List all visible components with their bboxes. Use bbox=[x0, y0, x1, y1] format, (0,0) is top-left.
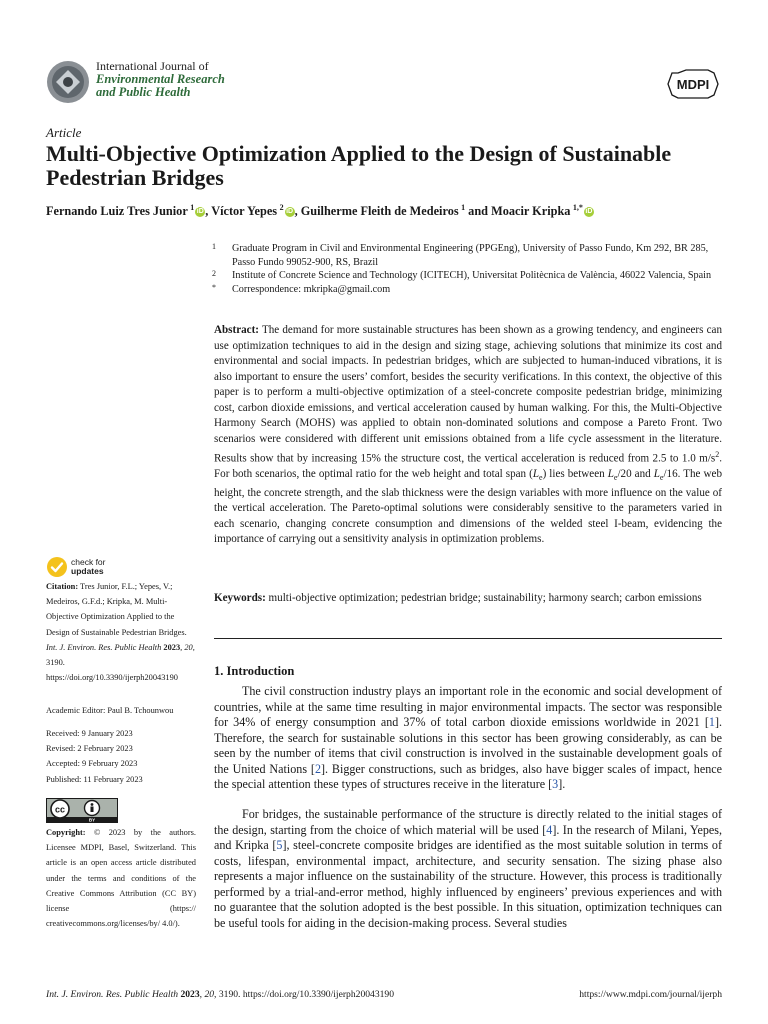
date-received: Received: 9 January 2023 bbox=[46, 729, 133, 738]
abstract bbox=[214, 323, 722, 548]
affiliation-mark: 2 bbox=[212, 269, 216, 278]
author-name[interactable]: Guilherme Fleith de Medeiros bbox=[300, 204, 459, 219]
citation-link[interactable]: 4 bbox=[546, 822, 553, 837]
paragraph-text: The civil construction industry plays an important role in the economic and social development of countries, while at the same time resulting in major environmental impacts. The sector was responsible for 34% of energy consumption and 37% of total carbon dioxide emissions worldwide in 2021 [ bbox=[214, 684, 722, 730]
abstract-label: Abstract: bbox=[214, 324, 259, 336]
date-revised: Revised: 2 February 2023 bbox=[46, 744, 133, 754]
abstract-superscript: 2 bbox=[715, 450, 720, 459]
author-affil-mark: 2 bbox=[279, 203, 284, 212]
cc-label: BY bbox=[88, 817, 96, 823]
paragraph-text: ]. Therefore, the search for sustainable solutions in this sector has been growing considerably, as can be seen by the number of items that civil construction is involved in the sustainable development goals of the United Nations [ bbox=[214, 715, 722, 776]
citation-year: 2023 bbox=[161, 642, 181, 652]
copyright-block bbox=[46, 825, 196, 931]
citation-link[interactable]: 3 bbox=[552, 777, 559, 792]
paragraph-text: ]. Bigger constructions, such as bridges, also have bigger scales of impact, hence the special attention these types of structures receive in the literature [ bbox=[214, 761, 722, 792]
footer-journal: Int. J. Environ. Res. Public Health bbox=[46, 989, 179, 1000]
section-divider bbox=[214, 638, 722, 639]
keywords-label: Keywords: bbox=[214, 592, 266, 604]
journal-name-line1: International Journal of bbox=[96, 59, 209, 73]
paragraph-text: For bridges, the sustainable performance of the structure is directly related to the initial stages of the design, starting from the choice of which material will be used [ bbox=[214, 807, 722, 837]
check-for-updates-button[interactable] bbox=[46, 556, 126, 580]
mdpi-logo bbox=[664, 69, 722, 99]
keywords bbox=[214, 591, 722, 607]
author-name[interactable]: Moacir Kripka bbox=[491, 204, 571, 219]
date-published: Published: 11 February 2023 bbox=[46, 774, 143, 784]
article-type: Article bbox=[46, 125, 82, 140]
author-affil-mark: 1 bbox=[461, 203, 466, 212]
section-heading: 1. Introduction bbox=[214, 664, 295, 678]
orcid-icon[interactable]: iD bbox=[196, 208, 204, 216]
copyright-label: Copyright: bbox=[46, 828, 86, 837]
abstract-math: L bbox=[532, 468, 539, 481]
citation-journal: Int. J. Environ. Res. Public Health bbox=[46, 642, 162, 652]
check-updates-line: updates bbox=[71, 566, 104, 576]
citation-doi[interactable]: , 3190. https://doi.org/10.3390/ijerph20043190 bbox=[46, 642, 195, 683]
abstract-math-sub: e bbox=[539, 473, 543, 483]
abstract-text: /16. The web height, the concrete strength, and the slab thickness were the design variables with more influence on the value of the vertical acceleration. The Pareto-optimal solutions were considerably sensitive to the parameters varied in each scenario, changing concrete consumption and dimensions of the welded steel I-beam, evidencing the importance of carrying out a sensitivity analysis in optimization problems. bbox=[214, 468, 722, 546]
check-updates-label bbox=[71, 558, 106, 576]
abstract-math: L bbox=[653, 468, 660, 481]
keywords-text: multi-objective optimization; pedestrian bridge; sustainability; harmony search; carbon emissions bbox=[265, 592, 702, 604]
date-accepted: Accepted: 9 February 2023 bbox=[46, 759, 138, 769]
author-separator: , bbox=[294, 204, 301, 219]
footer-doi[interactable]: , 3190. https://doi.org/10.3390/ijerph20043190 bbox=[214, 989, 395, 1000]
abstract-text: /20 and bbox=[617, 468, 654, 481]
check-updates-icon bbox=[46, 556, 68, 578]
abstract-text: ) lies between bbox=[542, 468, 608, 481]
affiliation-mark: 1 bbox=[212, 242, 216, 251]
academic-editor: Academic Editor: Paul B. Tchounwou bbox=[46, 706, 174, 715]
footer-volume: , 20 bbox=[199, 989, 215, 1000]
intro-paragraph bbox=[214, 807, 722, 931]
affiliation-mark: * bbox=[212, 282, 216, 292]
author-affil-mark: 1 bbox=[190, 203, 195, 212]
abstract-math: L bbox=[607, 468, 614, 481]
citation-volume: , 20 bbox=[180, 642, 193, 652]
journal-name bbox=[96, 60, 225, 99]
affiliation-item bbox=[212, 242, 727, 269]
journal-name-line3: and Public Health bbox=[96, 85, 191, 99]
author-list bbox=[46, 203, 726, 219]
paragraph-text: ], steel-concrete composite bridges are identified as the most suitable solution in terms of costs, lifespan, environmental impact, architecture, and security sensation. The sizing phase also represents a major influence on the sustainability of the structure. However, this process is traditionally performed by a trial-and-error method, highly influenced by engineers’ previous experiences and with no guarantee that the solution adopted is the best possible. In this situation, optimization techniques can be useful tools for aiding in the decision-making process. Several studies bbox=[214, 838, 722, 930]
abstract-text: The demand for more sustainable structures has been shown as a growing tendency, and engineers can use optimization techniques to aid in the design and sizing stage, achieving solutions that minimize its cost and environmental and social impacts. In pedestrian bridges, which are subjected to human-induced vibrations, it is also important to ensure the users’ comfort, besides the security verifications. In this context, the objective of this paper is to perform a multi-objective optimization of a steel-concrete composite pedestrian bridge, minimizing cost, carbon dioxide emissions, and vertical acceleration caused by human walking. For this, the Multi-Objective Harmony Search (MOHS) was applied to obtain non-dominated solutions and compose a Pareto Front. Two scenarios were considered with different unit emissions obtained from a life cycle assessment in the literature. Results show that by increasing 15% the structure cost, the vertical acceleration is reduced from 2.5 to 1.0 m/s bbox=[214, 324, 722, 465]
citation-link[interactable]: 5 bbox=[276, 838, 283, 853]
affiliation-text: Graduate Program in Civil and Environmental Engineering (PPGEng), University of Passo Fundo, Km 292, BR 285, Passo Fundo 99052-900, RS, Brazil bbox=[232, 243, 709, 268]
author-and: and bbox=[465, 204, 492, 219]
orcid-icon[interactable]: iD bbox=[585, 208, 593, 216]
mdpi-logo-text: MDPI bbox=[676, 77, 710, 92]
copyright-text: © 2023 by the authors. Licensee MDPI, Basel, Switzerland. This article is an open access article distributed under the terms and conditions of the Creative Commons Attribution (CC BY) license (https:// creativecommons.org/licenses/by/ 4.0/). bbox=[46, 828, 196, 929]
citation-link[interactable]: 2 bbox=[314, 761, 321, 776]
svg-text:cc: cc bbox=[54, 804, 66, 815]
abstract-text: . For both scenarios, the optimal ratio for the web height and total span ( bbox=[214, 452, 722, 481]
abstract-math-sub: e bbox=[613, 473, 618, 483]
cc-by-license-icon[interactable] bbox=[46, 798, 118, 823]
affiliation-text: Institute of Concrete Science and Technology (ICITECH), Universitat Politècnica de València, 46022 Valencia, Spain bbox=[232, 270, 712, 281]
journal-logo-icon bbox=[46, 60, 90, 104]
article-title: Multi-Objective Optimization Applied to the Design of Sustainable Pedestrian Bridges bbox=[46, 141, 672, 190]
paragraph-text: ]. In the research of Milani, Yepes, and Kripka [ bbox=[214, 822, 722, 853]
paragraph-text: ]. bbox=[558, 777, 566, 792]
author-name[interactable]: Fernando Luiz Tres Junior bbox=[46, 204, 188, 219]
dates-block bbox=[46, 726, 196, 787]
correspondence-text[interactable]: Correspondence: mkripka@gmail.com bbox=[232, 283, 391, 295]
author-affil-mark: 1,* bbox=[572, 203, 583, 212]
author-separator: , bbox=[205, 204, 212, 219]
citation-link[interactable]: 1 bbox=[708, 715, 715, 730]
journal-name-line2: Environmental Research bbox=[96, 72, 225, 86]
intro-paragraph bbox=[214, 684, 722, 793]
author-name[interactable]: Víctor Yepes bbox=[211, 204, 278, 219]
citation-text: Tres Junior, F.L.; Yepes, V.; Medeiros, G.F.d.; Kripka, M. Multi-Objective Optimization Applied to the Design of Sustainable Pedestrian Bridges. bbox=[46, 582, 187, 637]
affiliations bbox=[212, 242, 727, 296]
orcid-icon[interactable]: iD bbox=[286, 208, 294, 216]
citation-block bbox=[46, 579, 196, 685]
footer-journal-url[interactable]: https://www.mdpi.com/journal/ijerph bbox=[579, 989, 722, 1000]
affiliation-item bbox=[212, 269, 727, 283]
check-updates-line: check for bbox=[71, 557, 106, 567]
correspondence bbox=[212, 283, 727, 297]
footer-year: 2023 bbox=[178, 989, 200, 1000]
abstract-math-sub: e bbox=[659, 473, 664, 483]
footer-citation bbox=[46, 989, 394, 1000]
citation-label: Citation: bbox=[46, 582, 79, 591]
